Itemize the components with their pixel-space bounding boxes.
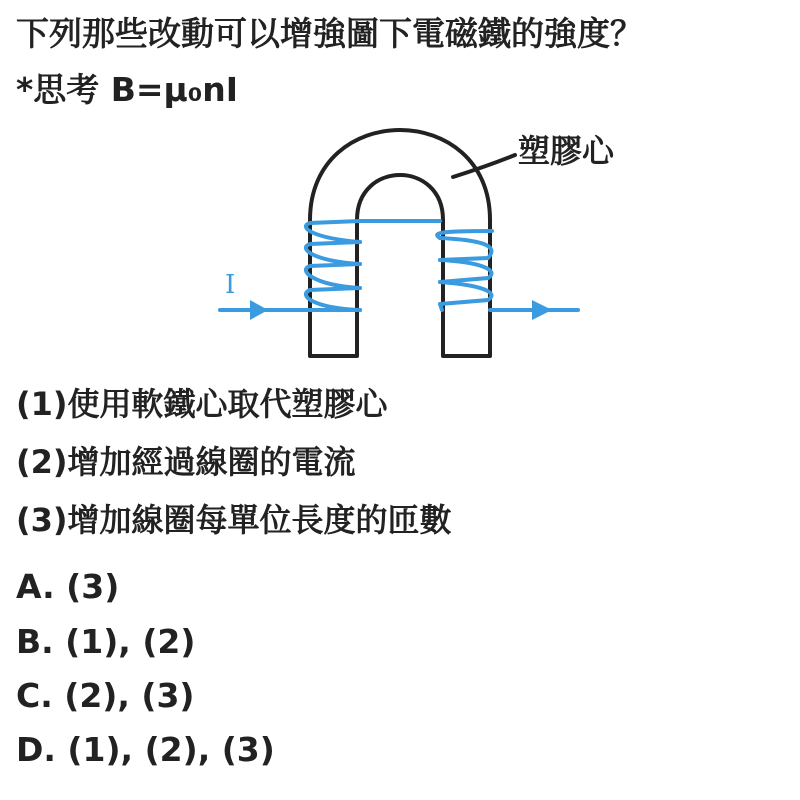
statement-2: (2)增加經過線圈的電流 [16, 443, 356, 481]
option-a[interactable]: A. (3) [16, 567, 120, 606]
statement-1: (1)使用軟鐵心取代塑膠心 [16, 385, 388, 423]
current-label: I [225, 270, 236, 300]
electromagnet-diagram [200, 120, 660, 370]
core-label-pointer [453, 155, 515, 177]
current-out-arrow [532, 300, 552, 320]
hint-text: *思考 B=μ₀nI [16, 70, 239, 109]
coil-wire [220, 221, 578, 310]
core-label: 塑膠心 [518, 132, 615, 170]
option-b[interactable]: B. (1), (2) [16, 622, 196, 661]
option-d[interactable]: D. (1), (2), (3) [16, 730, 275, 769]
option-c[interactable]: C. (2), (3) [16, 676, 195, 715]
current-in-arrow [250, 300, 268, 320]
question-text: 下列那些改動可以增強圖下電磁鐵的強度？ [16, 14, 643, 53]
statement-3: (3)增加線圈每單位長度的匝數 [16, 501, 452, 539]
